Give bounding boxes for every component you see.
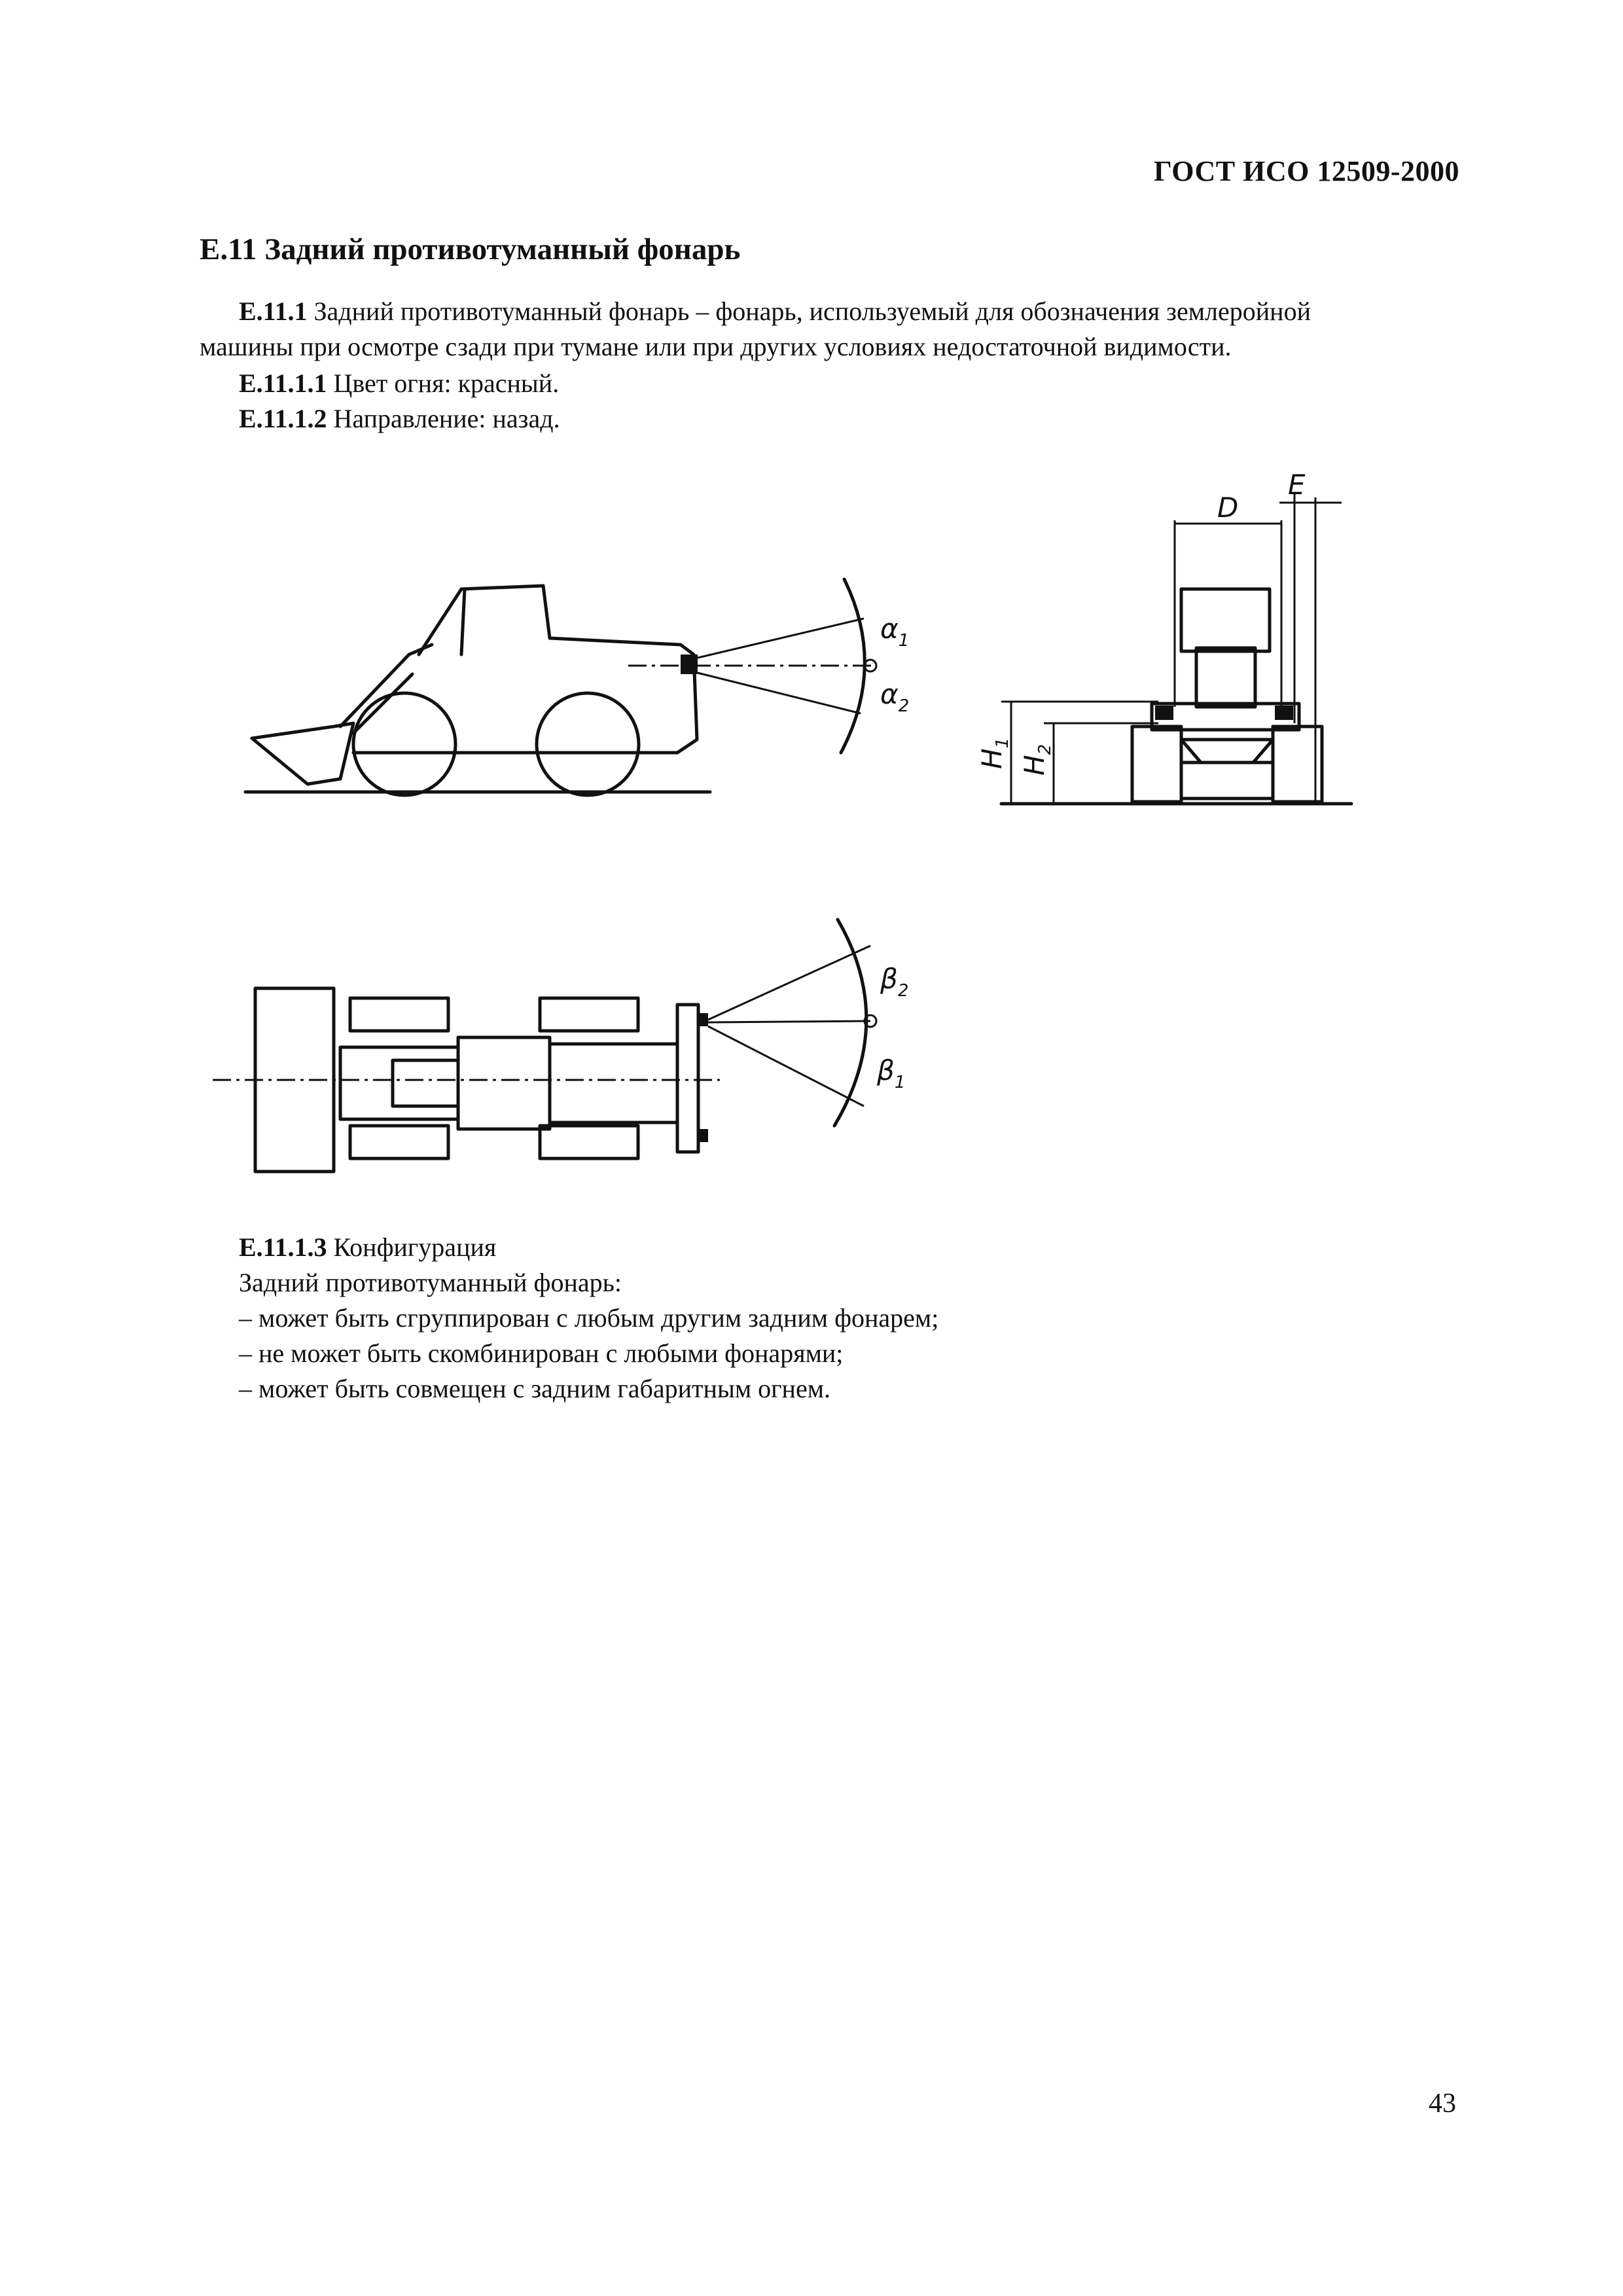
cab-pillar	[461, 589, 465, 655]
beam-upper	[698, 619, 864, 658]
left-tire	[1132, 726, 1181, 802]
rear-body-lower	[1181, 762, 1273, 798]
front-right-wheel	[350, 1126, 448, 1158]
clause-text: Направление: назад.	[333, 404, 560, 433]
front-axle-box	[393, 1060, 458, 1106]
center-joint	[458, 1037, 550, 1129]
rear-axle	[1181, 740, 1273, 762]
side-view-loader	[245, 579, 909, 795]
fog-lamp	[681, 655, 698, 674]
d-label: D	[1217, 492, 1239, 524]
section-title: E.11 Задний противотуманный фонарь	[200, 232, 741, 266]
left-fog-lamp	[1155, 706, 1173, 720]
loader-body	[353, 586, 697, 753]
rear-counterweight	[677, 1005, 698, 1152]
front-wheel	[353, 693, 455, 795]
clause-text: Задний противотуманный фонарь – фонарь, используемый для обозначения землеройной	[313, 296, 1311, 326]
clause-number: E.11.1.2	[239, 404, 327, 433]
alpha2-label: $\alpha_2$	[880, 678, 910, 716]
front-frame	[340, 1047, 458, 1119]
h2-label: $H_2$	[1018, 744, 1055, 776]
rear-wheel	[537, 693, 639, 795]
beam-center	[708, 1021, 870, 1022]
document-header: ГОСТ ИСО 12509-2000	[1153, 155, 1459, 187]
rear-frame-top	[550, 1044, 677, 1122]
list-item: – не может быть скомбинирован с любыми фонарями;	[239, 1338, 844, 1368]
top-view-loader	[213, 920, 908, 1172]
list-item: – может быть сгруппирован с любым другим задним фонарем;	[239, 1303, 939, 1333]
right-fog-lamp	[1275, 706, 1293, 720]
bucket	[252, 723, 353, 784]
rear-view-loader	[976, 469, 1351, 804]
clause-number: E.11.1	[239, 296, 308, 326]
clause-e11-1-line2: машины при осмотре сзади при тумане или при других условиях недостаточной видимости.	[200, 332, 1232, 361]
cab-window	[1196, 648, 1255, 707]
front-left-wheel	[350, 998, 448, 1031]
clause-number: E.11.1.3	[239, 1232, 327, 1262]
boom-arm	[340, 645, 432, 726]
right-fog-lamp-top	[698, 1129, 708, 1142]
clause-text: Цвет огня: красный.	[333, 368, 560, 398]
clause-e11-1-3-intro: Задний противотуманный фонарь:	[239, 1268, 622, 1297]
rear-left-wheel	[540, 998, 638, 1031]
beta2-label: $\beta_2$	[880, 963, 909, 1001]
beam-beta2	[708, 946, 870, 1020]
h1-label: $H_1$	[976, 737, 1012, 769]
e-label: E	[1288, 469, 1306, 501]
alpha1-label: $\alpha_1$	[880, 613, 910, 651]
clause-title: Конфигурация	[333, 1232, 497, 1262]
beam-lower	[698, 673, 861, 713]
beta1-label: $\beta_1$	[877, 1054, 906, 1092]
clause-e11-1-3-title	[239, 1230, 496, 1265]
page-number: 43	[1429, 2089, 1456, 2119]
beam-beta1	[708, 1026, 864, 1106]
rear-right-wheel	[540, 1126, 638, 1158]
clause-number: E.11.1.1	[239, 368, 327, 398]
left-fog-lamp-top	[698, 1013, 708, 1026]
list-item: – может быть совмещен с задним габаритным огнем.	[239, 1374, 831, 1403]
cab-rear	[1181, 589, 1270, 651]
